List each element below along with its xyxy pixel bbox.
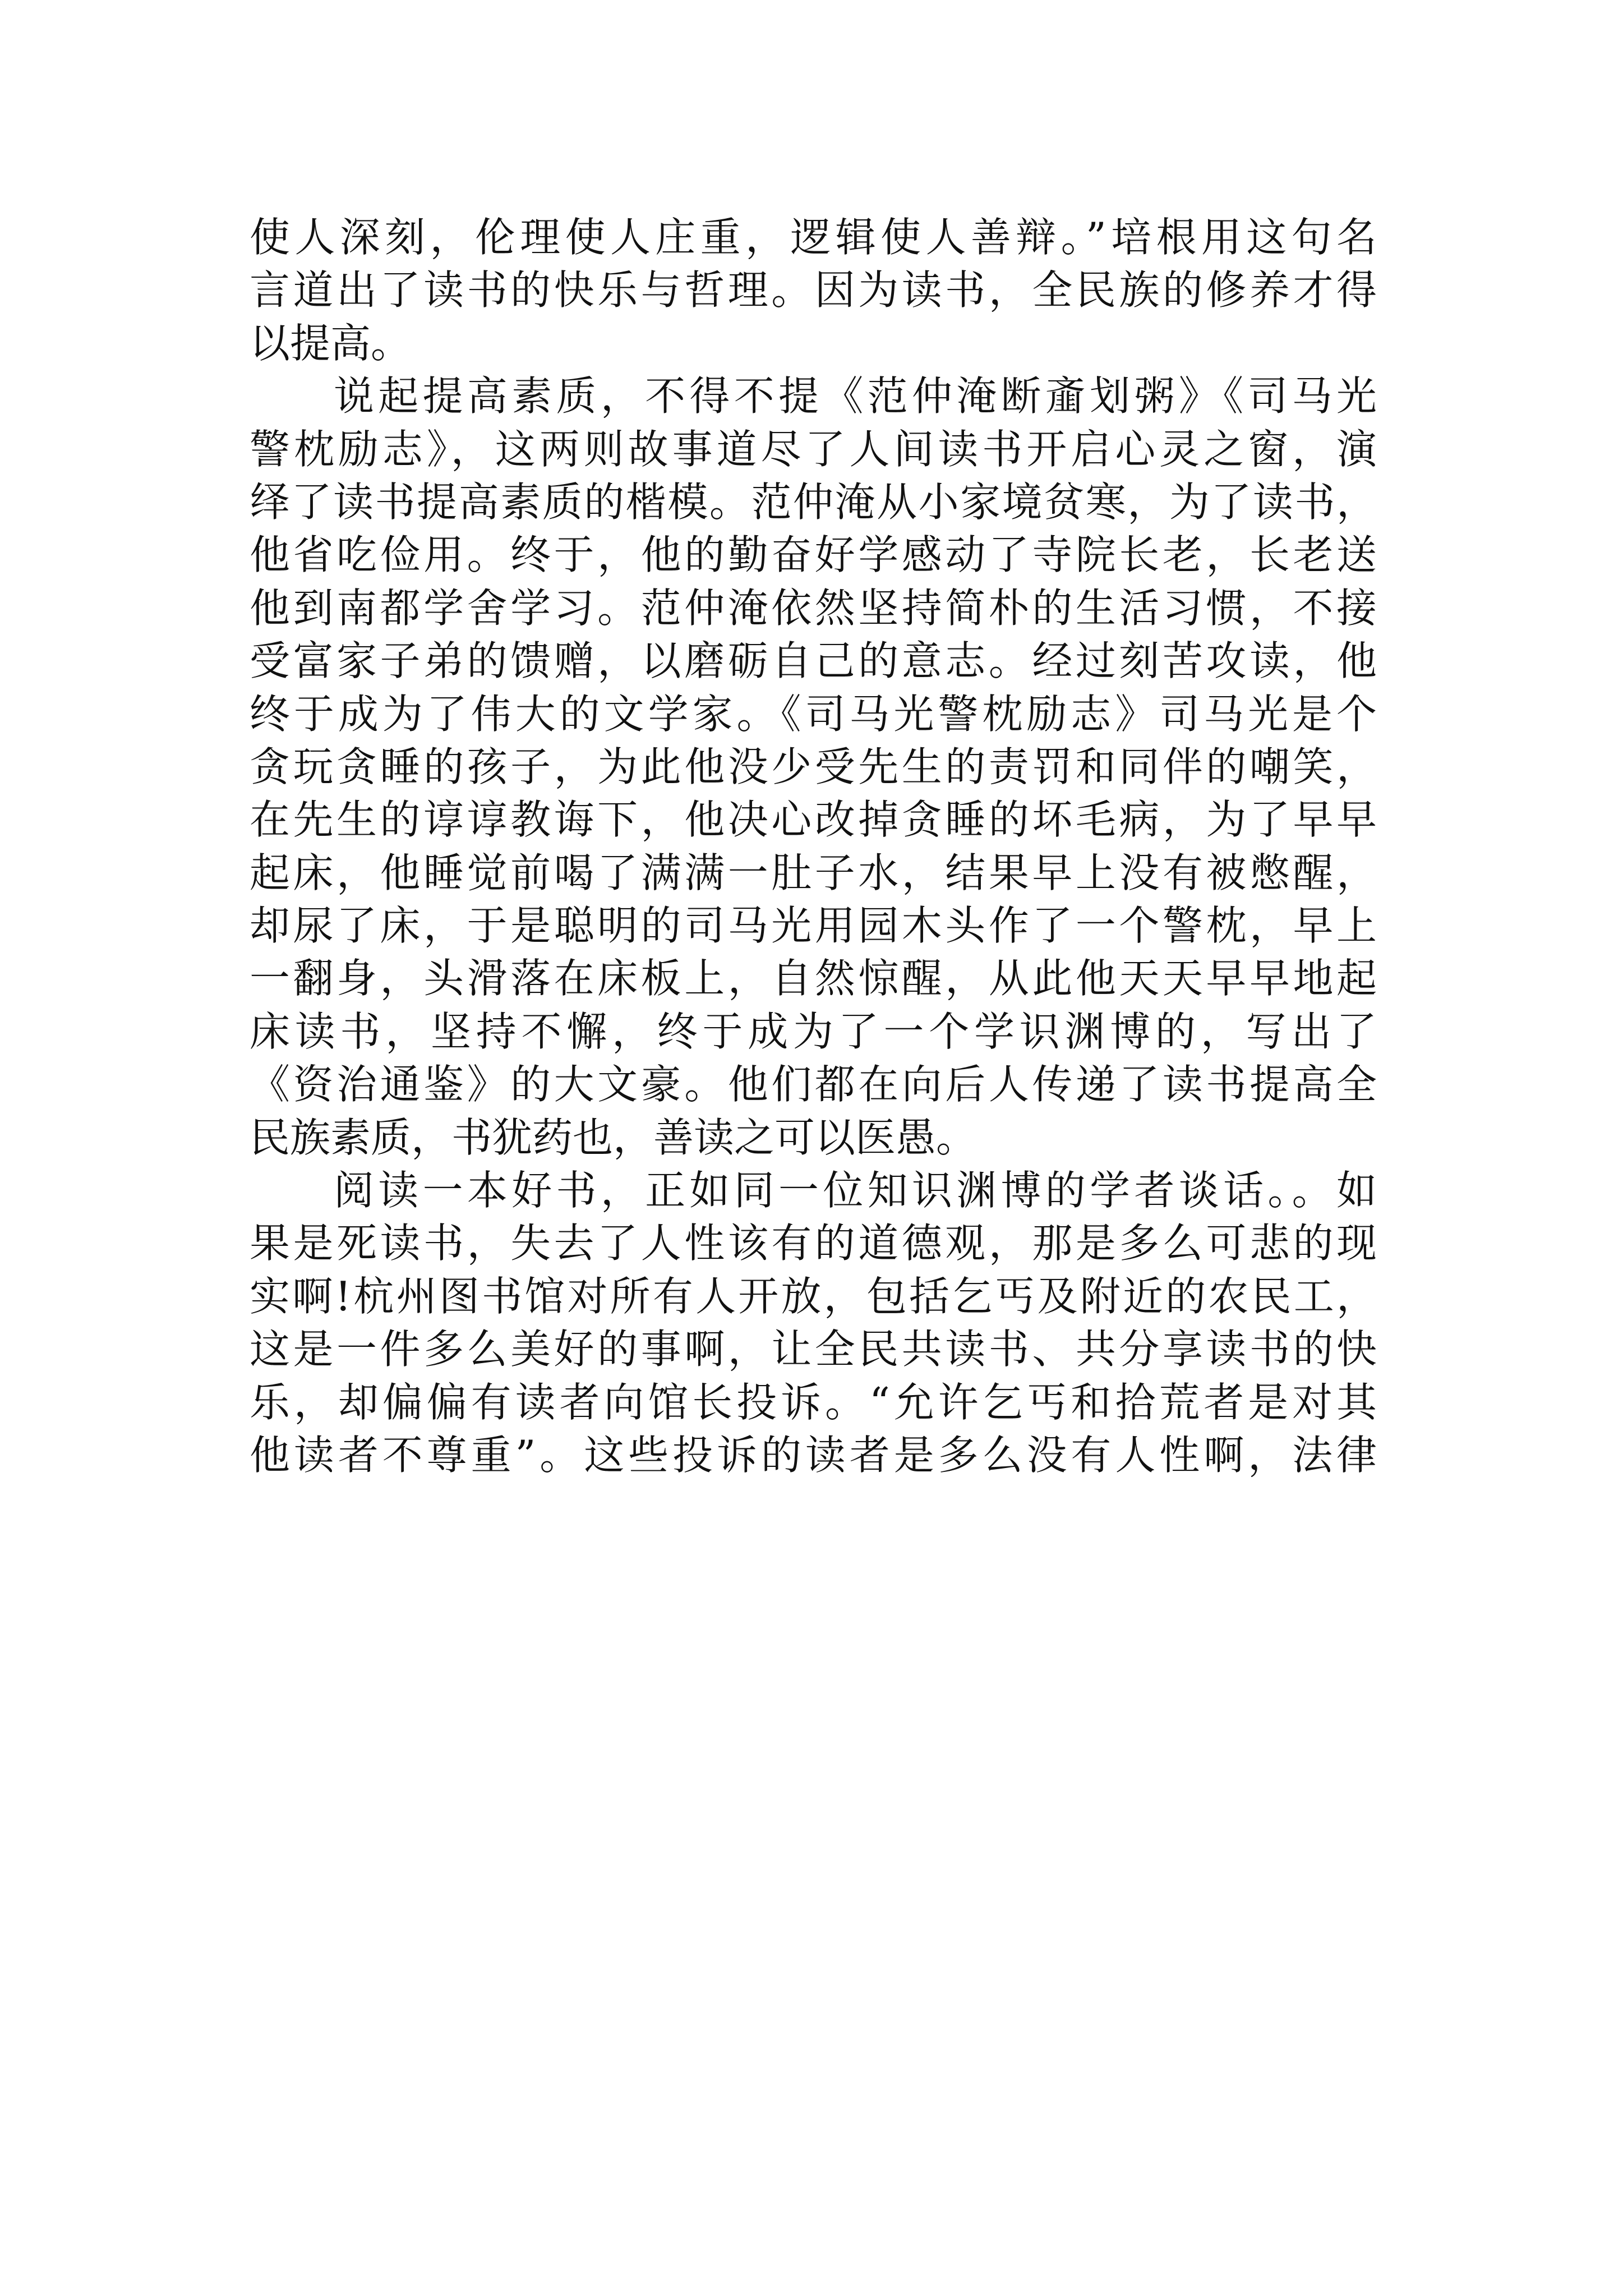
text-line: 这是一件多么美好的事啊，让全民共读书、共分享读书的快 <box>250 1326 1377 1373</box>
text-line: 在先生的谆谆教诲下，他决心改掉贪睡的坏毛病，为了早早 <box>250 796 1377 844</box>
text-line: 绎了读书提高素质的楷模。范仲淹从小家境贫寒，为了读书， <box>250 478 1377 526</box>
paragraph-bacon-quote <box>250 211 1377 370</box>
text-line: 床读书，坚持不懈，终于成为了一个学识渊博的，写出了 <box>250 1007 1377 1055</box>
text-line: 民族素质，书犹药也，善读之可以医愚。 <box>250 1114 977 1161</box>
text-line: 一翻身，头滑落在床板上，自然惊醒，从此他天天早早地起 <box>250 955 1377 1002</box>
text-line: 乐，却偏偏有读者向馆长投诉。“允许乞丐和拾荒者是对其 <box>250 1378 1377 1426</box>
paragraph-reading-good-book <box>250 1164 1377 1481</box>
text-line: 起床，他睡觉前喝了满满一肚子水，结果早上没有被憋醒， <box>250 849 1377 896</box>
text-line: 警枕励志》，这两则故事道尽了人间读书开启心灵之窗，演 <box>250 425 1377 473</box>
text-line: 受富家子弟的馈赠，以磨砺自己的意志。经过刻苦攻读，他 <box>250 637 1377 685</box>
text-line: 《资治通鉴》的大文豪。他们都在向后人传递了读书提高全 <box>250 1061 1377 1108</box>
text-line: 他读者不尊重”。这些投诉的读者是多么没有人性啊，法律 <box>250 1431 1377 1479</box>
text-line: 说起提高素质，不得不提《范仲淹断齑划粥》《司马光 <box>334 372 1377 420</box>
text-line: 贪玩贪睡的孩子，为此他没少受先生的责罚和同伴的嘲笑， <box>250 743 1377 790</box>
text-line: 使人深刻，伦理使人庄重，逻辑使人善辩。”培根用这句名 <box>250 214 1377 261</box>
text-line: 阅读一本好书，正如同一位知识渊博的学者谈话。。如 <box>334 1167 1377 1214</box>
text-line: 果是死读书，失去了人性该有的道德观，那是多么可悲的现 <box>250 1220 1377 1267</box>
text-line: 以提高。 <box>250 319 412 367</box>
text-line: 却尿了床，于是聪明的司马光用园木头作了一个警枕，早上 <box>250 902 1377 950</box>
text-line: 他省吃俭用。终于，他的勤奋好学感动了寺院长老，长老送 <box>250 531 1377 579</box>
paragraph-improving-quality <box>250 370 1377 1164</box>
text-line: 终于成为了伟大的文学家。《司马光警枕励志》司马光是个 <box>250 690 1377 738</box>
text-line: 他到南都学舍学习。范仲淹依然坚持简朴的生活习惯，不接 <box>250 584 1377 632</box>
text-line: 言道出了读书的快乐与哲理。因为读书，全民族的修养才得 <box>250 266 1377 314</box>
body-text <box>250 211 1377 1481</box>
text-line: 实啊!杭州图书馆对所有人开放，包括乞丐及附近的农民工， <box>250 1272 1377 1320</box>
